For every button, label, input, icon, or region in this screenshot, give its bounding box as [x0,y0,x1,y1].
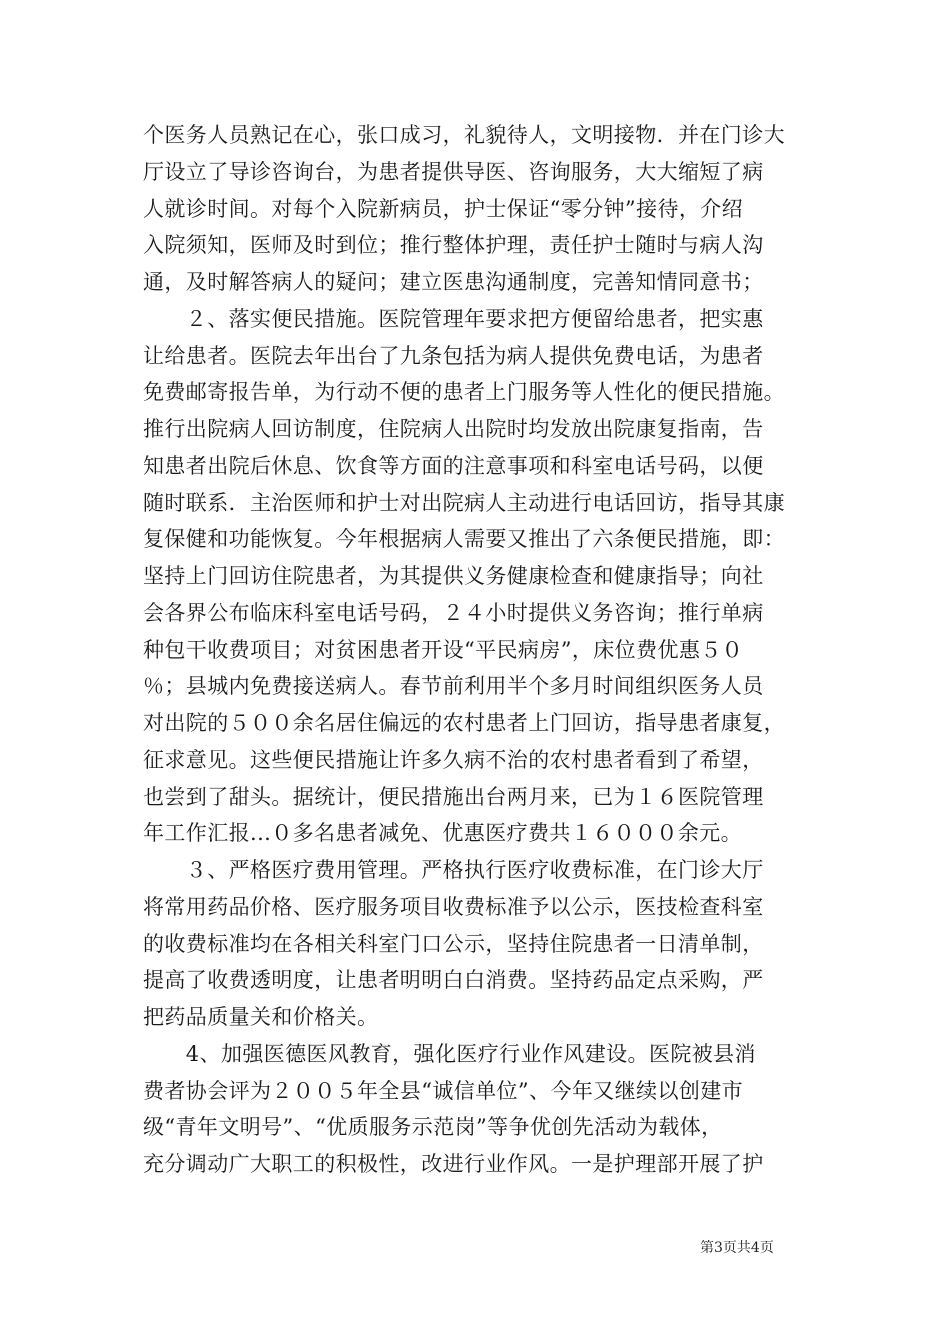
text-line: 级“青年文明号”、“优质服务示范岗”等争优创先活动为载体， [143,1115,723,1140]
text-line: 4、加强医德医风教育，强化医疗行业作风建设。医院被县消 [143,1041,756,1066]
text-line: 将常用药品价格、医疗服务项目收费标准予以公示，医技检查科室 [143,894,764,919]
text-line: 提高了收费透明度，让患者明明白白消费。坚持药品定点采购，严 [143,968,764,993]
text-line: 对出院的５００余名居住偏远的农村患者上门回访，指导患者康复， [143,711,785,735]
text-line: 费者协会评为２００５年全县“诚信单位”、今年又继续以创建市 [143,1078,744,1103]
text-line: 种包干收费项目；对贫困患者开设“平民病房”，床位费优惠５０ [143,637,744,662]
text-line: ％；县城内免费接送病人。春节前利用半个多月时间组织医务人员 [143,674,764,699]
text-line: 免费邮寄报告单，为行动不便的患者上门服务等人性化的便民措施。 [143,380,785,405]
text-line: ２、落实便民措施。医院管理年要求把方便留给患者，把实惠 [143,306,764,331]
text-line: 个医务人员熟记在心，张口成习，礼貌待人，文明接物．并在门诊大 [143,123,785,147]
text-line: 年工作汇报...０多名患者减免、优惠医疗费共１６０００余元。 [143,821,743,846]
text-line: 充分调动广大职工的积极性，改进行业作风。一是护理部开展了护 [143,1152,764,1176]
text-line: 征求意见。这些便民措施让许多久病不治的农村患者看到了希望， [143,747,764,772]
body-text [143,117,833,1183]
text-line: 通，及时解答病人的疑问；建立医患沟通制度，完善知情同意书； [143,270,764,294]
text-line: 会各界公布临床科室电话号码，２４小时提供义务咨询；推行单病 [143,600,764,625]
text-line: 复保健和功能恢复。今年根据病人需要又推出了六条便民措施，即： [143,527,785,552]
text-line: ３、严格医疗费用管理。严格执行医疗收费标准，在门诊大厅 [143,858,764,882]
text-line: 的收费标准均在各相关科室门口公示，坚持住院患者一日清单制， [143,931,764,956]
text-line: 让给患者。医院去年出台了九条包括为病人提供免费电话，为患者 [143,343,764,368]
text-line: 人就诊时间。对每个入院新病员，护士保证“零分钟”接待，介绍 [143,196,744,221]
page-number: 第3页共4页 [700,1240,774,1256]
text-line: 坚持上门回访住院患者，为其提供义务健康检查和健康指导；向社 [143,564,764,588]
text-line: 把药品质量关和价格关。 [143,1005,379,1029]
text-line: 推行出院病人回访制度，住院病人出院时均发放出院康复指南，告 [143,417,764,441]
text-line: 厅设立了导诊咨询台，为患者提供导医、咨询服务，大大缩短了病 [143,159,764,184]
text-line: 也尝到了甜头。据统计，便民措施出台两月来，已为１６医院管理 [143,784,764,809]
text-line: 随时联系．主治医师和护士对出院病人主动进行电话回访，指导其康 [143,490,785,515]
text-line: 入院须知，医师及时到位；推行整体护理，责任护士随时与病人沟 [143,233,764,258]
text-line: 知患者出院后休息、饮食等方面的注意事项和科室电话号码，以便 [143,453,764,478]
